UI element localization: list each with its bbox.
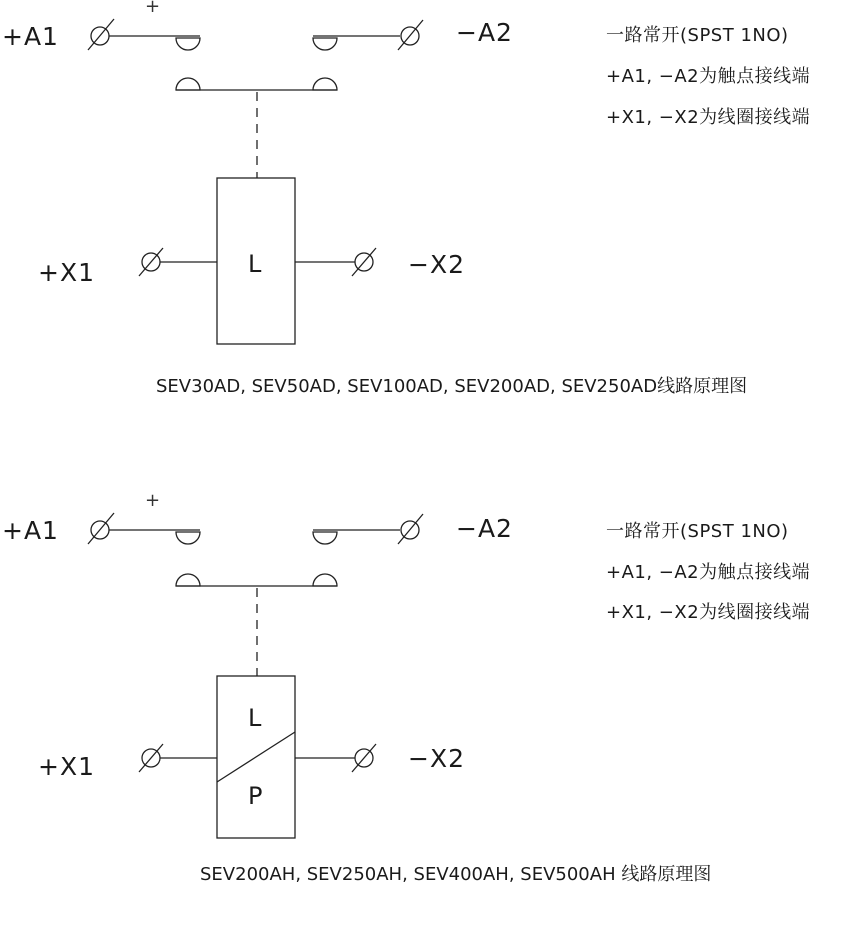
coil-letter-l: L [248, 250, 262, 278]
terminal-label-a1: +A1 [2, 516, 59, 545]
terminal-x1-symbol [139, 248, 163, 276]
terminal-label-x2: −X2 [408, 250, 465, 279]
note-contact-terminals: +A1, −A2为触点接线端 [606, 66, 811, 87]
terminal-label-a2: −A2 [456, 18, 513, 47]
terminal-x2-symbol [352, 744, 376, 772]
terminal-label-a2: −A2 [456, 514, 513, 543]
terminal-label-x1: +X1 [38, 752, 95, 781]
note-coil-terminals: +X1, −X2为线圈接线端 [606, 107, 811, 128]
moving-contact-left [176, 78, 200, 90]
fixed-contact-left [176, 532, 200, 544]
polarity-mark: + [145, 0, 161, 17]
wiring-diagram-2 [0, 490, 848, 934]
terminal-a2-symbol [398, 20, 423, 50]
note-contact-type: 一路常开(SPST 1NO) [606, 521, 789, 542]
diagram-2-drawing [0, 490, 848, 888]
fixed-contact-left [176, 38, 200, 50]
coil-letter-p: P [248, 782, 263, 810]
terminal-x2-symbol [352, 248, 376, 276]
note-contact-terminals: +A1, −A2为触点接线端 [606, 562, 811, 583]
moving-contact-left [176, 574, 200, 586]
diagram-caption: SEV30AD, SEV50AD, SEV100AD, SEV200AD, SEV250AD线路原理图 [156, 376, 748, 397]
note-contact-type: 一路常开(SPST 1NO) [606, 25, 789, 46]
moving-contact-right [313, 78, 337, 90]
note-coil-terminals: +X1, −X2为线圈接线端 [606, 602, 811, 623]
terminal-x1-symbol [139, 744, 163, 772]
terminal-a2-symbol [398, 514, 423, 544]
terminal-a1-symbol [88, 513, 114, 544]
terminal-label-x1: +X1 [38, 258, 95, 287]
fixed-contact-right [313, 532, 337, 544]
moving-contact-right [313, 574, 337, 586]
diagram-caption: SEV200AH, SEV250AH, SEV400AH, SEV500AH 线路原理图 [200, 864, 712, 885]
terminal-a1-symbol [88, 19, 114, 50]
polarity-mark: + [145, 490, 161, 511]
terminal-label-a1: +A1 [2, 22, 59, 51]
coil-divider-diagonal [217, 732, 295, 782]
wiring-diagram-1 [0, 0, 848, 444]
terminal-label-x2: −X2 [408, 744, 465, 773]
fixed-contact-right [313, 38, 337, 50]
coil-letter-l: L [248, 704, 262, 732]
